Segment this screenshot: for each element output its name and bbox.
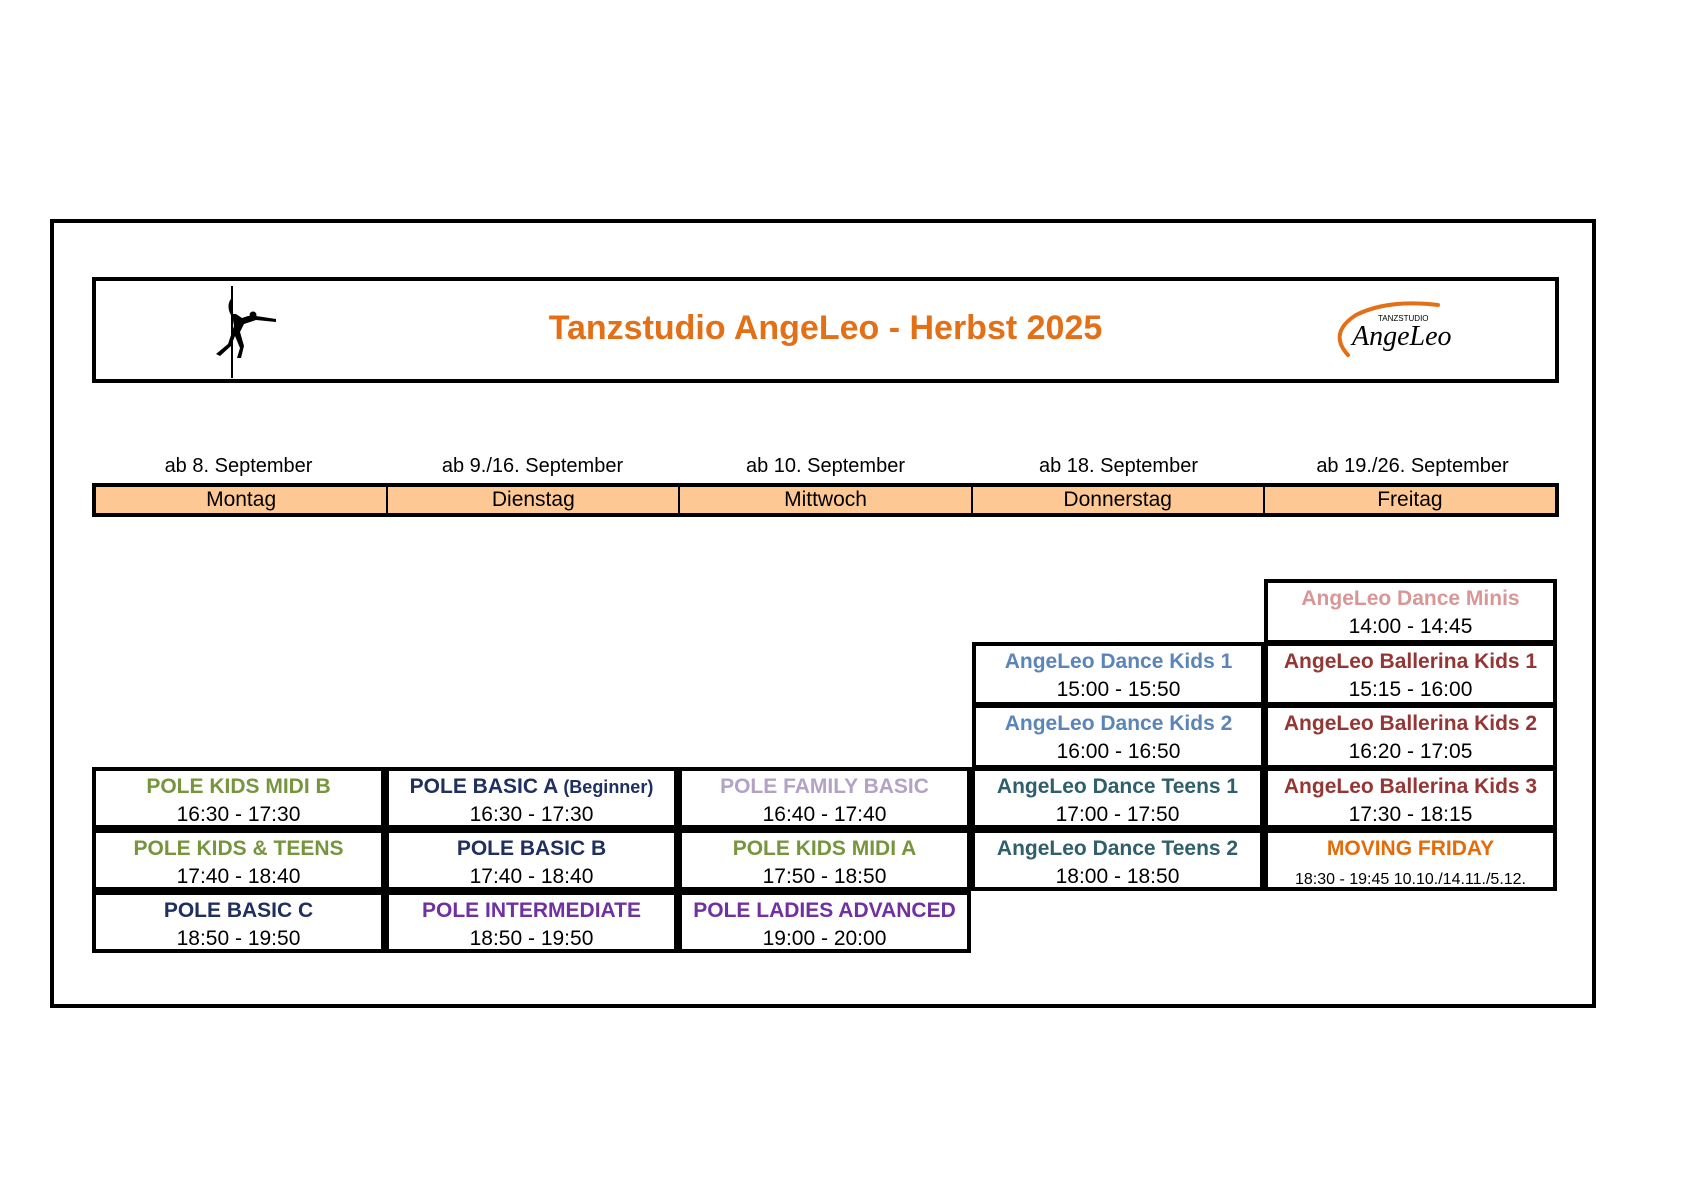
class-name: POLE BASIC B [456,837,607,860]
class-name: POLE LADIES ADVANCED [693,899,956,922]
day-mittwoch: Mittwoch [680,487,972,513]
class-time: 17:40 - 18:40 [469,865,594,888]
class-cell [678,891,971,953]
class-cell [971,829,1264,891]
class-cell [1264,579,1557,644]
class-name: AngeLeo Dance Teens 1 [996,775,1239,798]
class-name: AngeLeo Ballerina Kids 2 [1283,712,1538,735]
class-time: 17:30 - 18:15 [1348,803,1473,826]
class-time: 17:00 - 17:50 [1055,803,1180,826]
logo-top-text: TANZSTUDIO [1378,314,1429,323]
class-time: 16:00 - 16:50 [1056,740,1181,763]
date-mittwoch: ab 10. September [746,455,905,477]
class-time: 16:30 - 17:30 [176,803,301,826]
class-name: AngeLeo Ballerina Kids 3 [1283,775,1538,798]
class-name: AngeLeo Ballerina Kids 1 [1283,650,1538,673]
class-cell [678,767,971,829]
class-name: AngeLeo Dance Minis [1301,587,1520,610]
class-time: 18:00 - 18:50 [1055,865,1180,888]
class-name: AngeLeo Dance Kids 1 [1004,650,1233,673]
class-name: POLE INTERMEDIATE [422,899,641,922]
class-cell [972,642,1265,706]
class-cell [1264,642,1557,706]
class-time: 16:30 - 17:30 [469,803,594,826]
class-name: AngeLeo Dance Teens 2 [996,837,1239,860]
logo-name: AngeLeo [1352,321,1452,352]
class-note: (Beginner) [563,777,654,797]
class-time: 18:50 - 19:50 [176,927,301,950]
day-freitag: Freitag [1377,488,1443,511]
page-title: Tanzstudio AngeLeo - Herbst 2025 [548,309,1103,347]
class-cell [92,767,385,829]
class-name: POLE KIDS & TEENS [133,837,344,860]
class-name: MOVING FRIDAY [1326,837,1495,860]
class-time: 18:50 - 19:50 [469,927,594,950]
class-time: 17:40 - 18:40 [176,865,301,888]
class-cell [92,891,385,953]
class-cell [92,829,385,891]
class-time: 15:15 - 16:00 [1348,678,1473,701]
class-cell [1264,767,1557,829]
class-time: 14:00 - 14:45 [1348,615,1473,638]
class-cell [385,767,678,829]
class-name: POLE KIDS MIDI A [732,837,917,860]
class-cell [1264,829,1557,891]
date-dienstag: ab 9./16. September [441,455,624,477]
class-cell [385,829,678,891]
class-name: POLE BASIC C [163,899,314,922]
day-montag: Montag [96,487,388,513]
class-time: 18:30 - 19:45 10.10./14.11./5.12. [1295,871,1526,888]
date-donnerstag: ab 18. September [1039,455,1198,477]
class-name: AngeLeo Dance Kids 2 [1004,712,1233,735]
class-name [389,774,674,800]
class-title: POLE BASIC A [409,775,558,798]
class-cell [678,829,971,891]
title-banner [92,277,1559,383]
class-time: 16:20 - 17:05 [1348,740,1473,763]
class-cell [385,891,678,953]
class-time: 16:40 - 17:40 [762,803,887,826]
date-montag: ab 8. September [164,455,313,477]
day-donnerstag: Donnerstag [973,487,1265,513]
class-time: 17:50 - 18:50 [762,865,887,888]
weekday-header [92,483,1559,517]
class-cell [971,767,1264,829]
day-dienstag: Dienstag [388,487,680,513]
class-cell [972,704,1265,769]
angeleo-logo [1326,293,1476,368]
date-freitag: ab 19./26. September [1316,455,1509,477]
class-name: POLE KIDS MIDI B [146,775,331,798]
class-cell [1264,704,1557,769]
class-time: 19:00 - 20:00 [762,927,887,950]
class-name: POLE FAMILY BASIC [720,775,929,798]
class-time: 15:00 - 15:50 [1056,678,1181,701]
